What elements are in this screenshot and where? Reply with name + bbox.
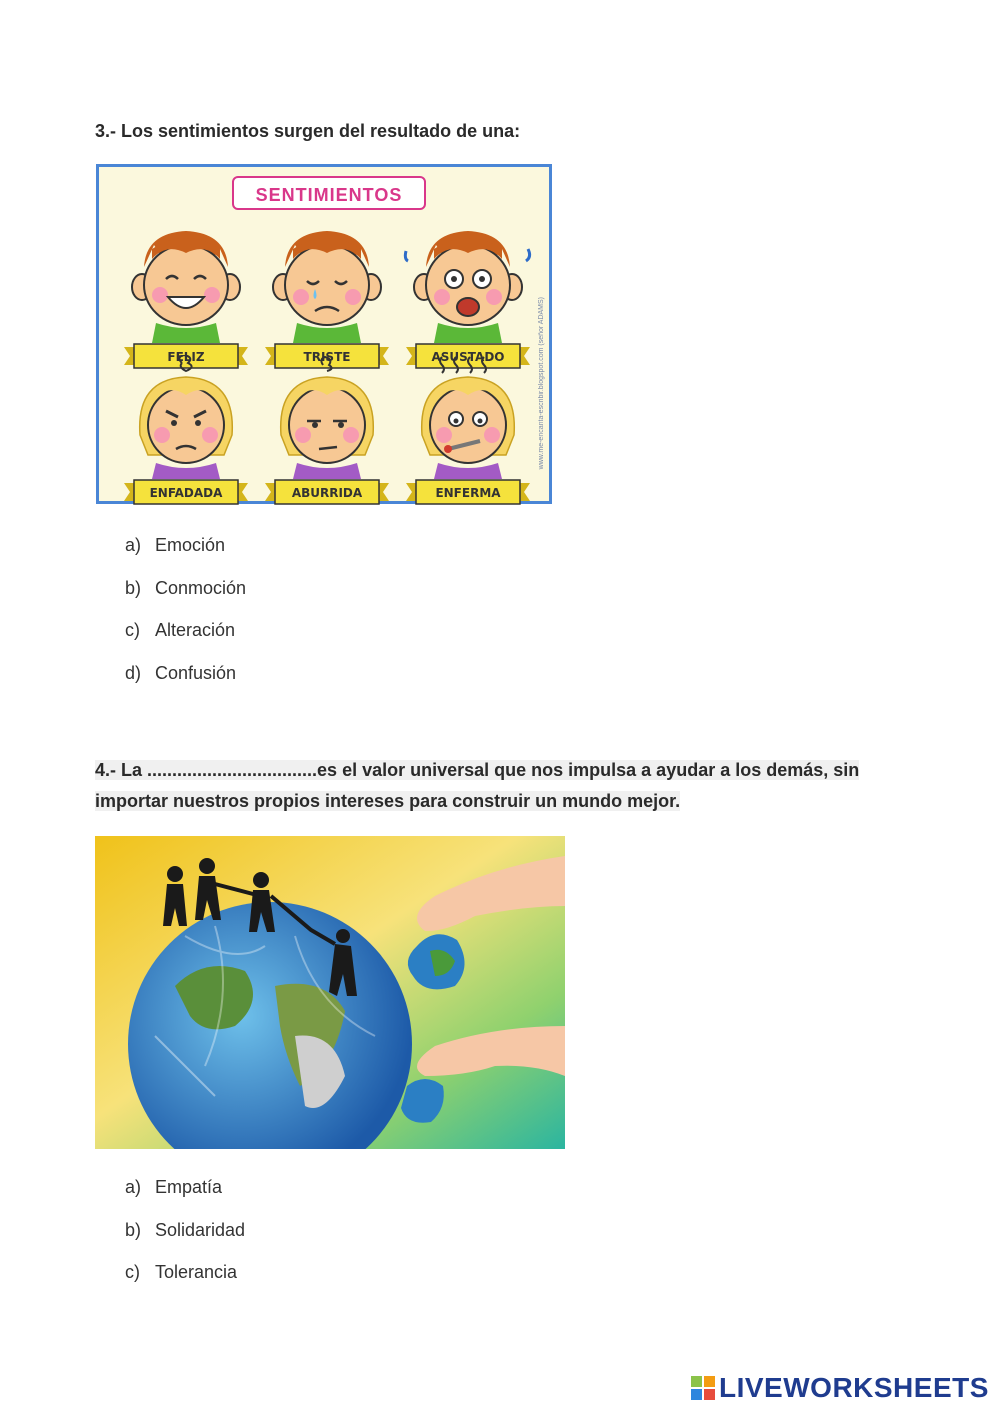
option-text: Solidaridad	[155, 1219, 246, 1240]
face-label-triste: TRISTE	[303, 350, 351, 364]
option-text: Alteración	[155, 620, 236, 640]
option-letter: b)	[125, 1219, 142, 1240]
option-text: Tolerancia	[155, 1262, 238, 1282]
face-label-enferma: ENFERMA	[435, 486, 501, 500]
face-label-enfadada: ENFADADA	[149, 486, 223, 500]
option-letter: a)	[125, 1177, 142, 1197]
face-label-feliz: FELIZ	[167, 350, 205, 364]
question-3-title: 3.- Los sentimientos surgen del resultado de una:	[95, 121, 521, 141]
option-text: Empatía	[155, 1177, 223, 1197]
option-item[interactable]	[125, 662, 246, 705]
face-sick	[398, 355, 538, 505]
poster-title: SENTIMIENTOS	[232, 176, 426, 210]
question-4-options	[125, 1176, 245, 1304]
option-item[interactable]	[125, 1219, 245, 1262]
face-label-asustado: ASUSTADO	[431, 350, 505, 364]
option-letter: b)	[125, 577, 142, 598]
option-letter: d)	[125, 662, 142, 683]
poster-credit: www.me-encanta-escribir.blogspot.com (señor ADAMS)	[538, 297, 545, 470]
option-text: Confusión	[155, 662, 237, 683]
face-scared	[398, 219, 538, 369]
option-item[interactable]	[125, 1176, 245, 1219]
option-text: Conmoción	[155, 577, 247, 598]
option-letter: c)	[125, 1262, 140, 1282]
option-text: Emoción	[155, 535, 226, 555]
option-item[interactable]	[125, 534, 246, 577]
question-3-options	[125, 534, 246, 704]
question-4-title	[95, 755, 905, 817]
option-item[interactable]	[125, 577, 246, 620]
solidarity-image	[95, 836, 565, 1149]
face-sad	[257, 219, 397, 369]
option-letter: a)	[125, 535, 142, 555]
face-bored	[257, 355, 397, 505]
face-angry	[116, 355, 256, 505]
feelings-poster	[96, 164, 552, 504]
question-4-text: 4.- La ..................................es el valor universal que nos impulsa a ayudar a los demás, sin importar nuestros propios intereses para construir un mundo mejor.	[95, 760, 860, 811]
face-happy	[116, 219, 256, 369]
option-item[interactable]	[125, 1261, 245, 1304]
option-letter: c)	[125, 620, 140, 640]
option-item[interactable]	[125, 619, 246, 662]
liveworksheets-logo-icon	[691, 1376, 715, 1400]
face-label-aburrida: ABURRIDA	[291, 486, 363, 500]
brand-name: LIVEWORKSHEETS	[719, 1372, 989, 1403]
liveworksheets-logo	[691, 1372, 989, 1404]
